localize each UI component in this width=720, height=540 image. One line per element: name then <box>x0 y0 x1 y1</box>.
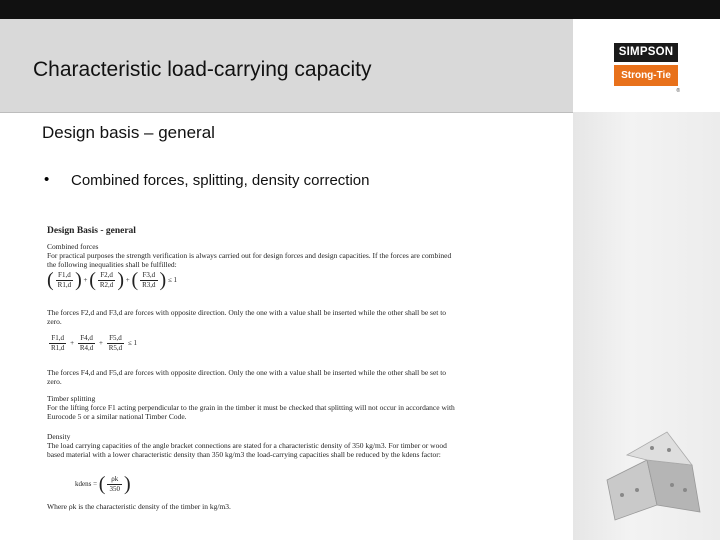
f1-num-3: F3,d <box>140 271 157 281</box>
simpson-strong-tie-logo <box>614 43 680 94</box>
doc-paragraph-3: The forces F4,d and F5,d are forces with opposite direction. Only the one with a value shall be inserted while the other shall be set to zero. <box>47 368 447 386</box>
top-bar <box>0 0 720 19</box>
doc-combined-forces-text: For practical purposes the strength verification is always carried out for design forces and design capacities. If the forces are combined the following inequalities shall be fulfilled: <box>47 251 452 269</box>
logo-text-simpson: SIMPSON <box>614 43 678 62</box>
section-heading: Design basis – general <box>42 123 215 142</box>
embedded-document-image <box>47 222 467 522</box>
doc-heading: Design Basis - general <box>47 226 136 236</box>
doc-timber-splitting-text: For the lifting force F1 acting perpendicular to the grain in the timber it must be checked that splitting will not occur in accordance with Eurocode 5 or a similar national Timber Code. <box>47 403 455 421</box>
f1-num-2: F2,d <box>98 271 115 281</box>
doc-combined-forces-title: Combined forces <box>47 242 99 251</box>
f3-num: ρk <box>107 475 122 485</box>
doc-density-title: Density <box>47 432 71 441</box>
f1-den-1: R1,d <box>57 280 72 289</box>
registered-mark: ® <box>676 88 680 94</box>
f2-num-3: F5,d <box>107 334 124 344</box>
f1-num-1: F1,d <box>56 271 73 281</box>
f2-den-1: R1,d <box>51 344 65 352</box>
logo-text-strong-tie: Strong-Tie <box>614 65 678 86</box>
f3-den: 350 <box>109 484 120 493</box>
bullet-text: Combined forces, splitting, density correction <box>71 172 370 189</box>
doc-paragraph-6: Where ρk is the characteristic density of the timber in kg/m3. <box>47 502 231 511</box>
doc-density-text: The load carrying capacities of the angle bracket connections are stated for a characteristic density of 350 kg/m3. For timber or wood based material with a lower characteristic density than 350 kg/m3 the load-carrying capacities shall be reduced by the kdens factor: <box>47 441 447 459</box>
doc-paragraph-2: The forces F2,d and F3,d are forces with opposite direction. Only the one with a value shall be inserted while the other shall be set to zero. <box>47 308 447 326</box>
formula-combined-2: $\frac{F1,d}{R1,d}$ + $\frac{F4,d}{R4,d}$ + $\frac{F5,d}{R5,d}$ ≤ 1 <box>51 334 138 352</box>
f1-den-3: R3,d <box>142 280 156 289</box>
formula-combined-1: ( $\frac{F1,d}{R1,d}$ ) + ( $\frac{F2,d}{R2,d}$ ) + ( $\frac{F3,d}{R3,d}$ ) ≤ 1 <box>47 269 178 291</box>
f2-den-3: R5,d <box>108 344 123 352</box>
f2-num-2: F4,d <box>78 334 95 344</box>
bullet-icon: • <box>44 171 50 188</box>
f1-rhs: ≤ 1 <box>167 275 178 284</box>
f1-den-2: R2,d <box>99 280 114 289</box>
f3-lhs: kdens <box>75 479 92 488</box>
f2-num-1: F1,d <box>49 334 66 344</box>
angle-bracket-product-image <box>597 420 717 530</box>
doc-timber-splitting-title: Timber splitting <box>47 394 96 403</box>
page-title: Characteristic load-carrying capacity <box>33 58 372 81</box>
f2-den-2: R4,d <box>79 344 94 352</box>
formula-kdens: kdens = ( $\frac{\rho k}{350}$ ) <box>75 473 131 495</box>
f2-rhs: ≤ 1 <box>127 339 138 347</box>
